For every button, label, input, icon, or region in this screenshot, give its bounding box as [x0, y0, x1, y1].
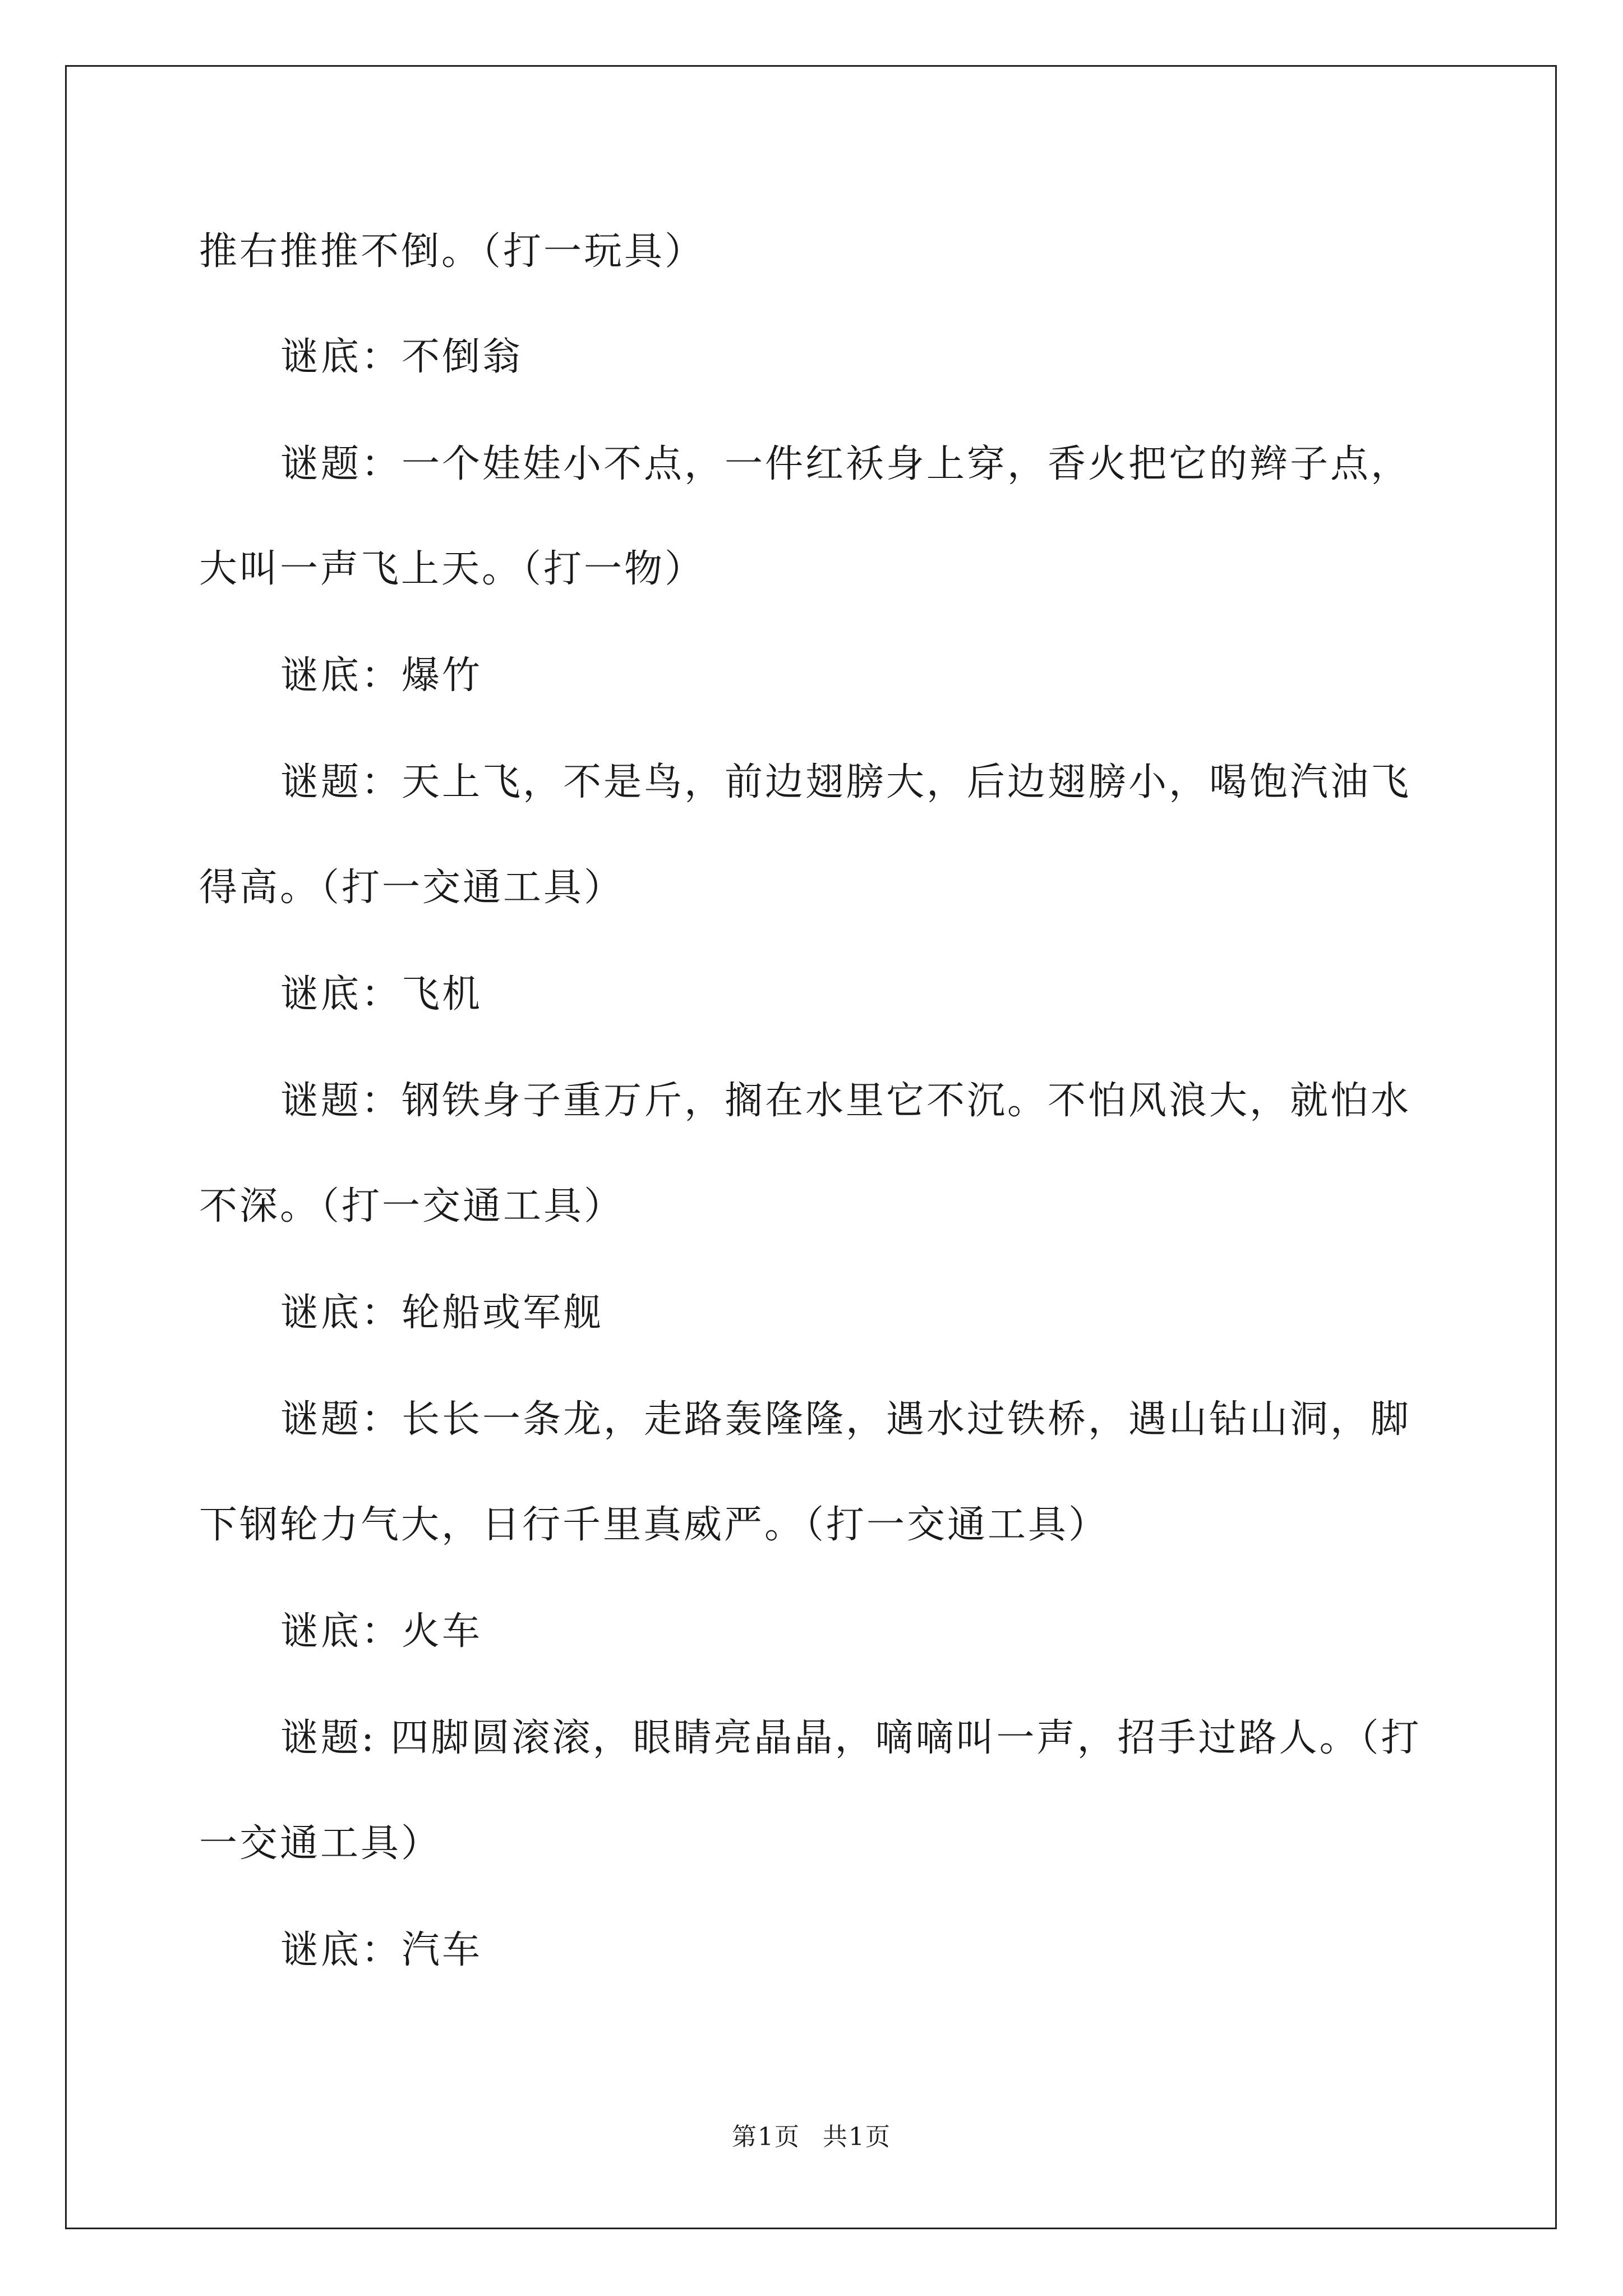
answer-line: 谜底：飞机	[280, 972, 483, 1016]
riddle-line: 谜题：钢铁身子重万斤，搁在水里它不沉。不怕风浪大，就怕水	[280, 1079, 1412, 1123]
answer-line: 谜底：汽车	[280, 1928, 483, 1972]
riddle-line-continuation: 大叫一声飞上天。（打一物）	[199, 547, 706, 591]
page-footer	[0, 2120, 1623, 2154]
riddle-line-continuation: 一交通工具）	[199, 1821, 442, 1866]
riddle-line: 谜题：天上飞，不是鸟，前边翅膀大，后边翅膀小，喝饱汽油飞	[280, 760, 1412, 804]
page-border	[65, 65, 1557, 2229]
page-total: 共1页	[823, 2123, 891, 2151]
riddle-line-continuation: 推右推推不倒。（打一玩具）	[199, 229, 706, 274]
page-number: 第1页	[732, 2123, 800, 2151]
riddle-line: 谜题: 四脚圆滚滚，眼睛亮晶晶，嘀嘀叫一声，招手过路人。（打	[280, 1716, 1422, 1760]
answer-line: 谜底：不倒翁	[280, 335, 523, 379]
riddle-line: 谜题：一个娃娃小不点，一件红袄身上穿，香火把它的辫子点，	[280, 442, 1412, 486]
answer-line: 谜底：火车	[280, 1609, 483, 1654]
riddle-line: 谜题：长长一条龙，走路轰隆隆，遇水过铁桥，遇山钻山洞，脚	[280, 1397, 1412, 1442]
riddle-line-continuation: 得高。（打一交通工具）	[199, 866, 625, 910]
riddle-line-continuation: 不深。（打一交通工具）	[199, 1184, 625, 1228]
riddle-line-continuation: 下钢轮力气大，日行千里真威严。（打一交通工具）	[199, 1503, 1109, 1547]
answer-line: 谜底：爆竹	[280, 654, 483, 698]
answer-line: 谜底：轮船或军舰	[280, 1291, 604, 1335]
